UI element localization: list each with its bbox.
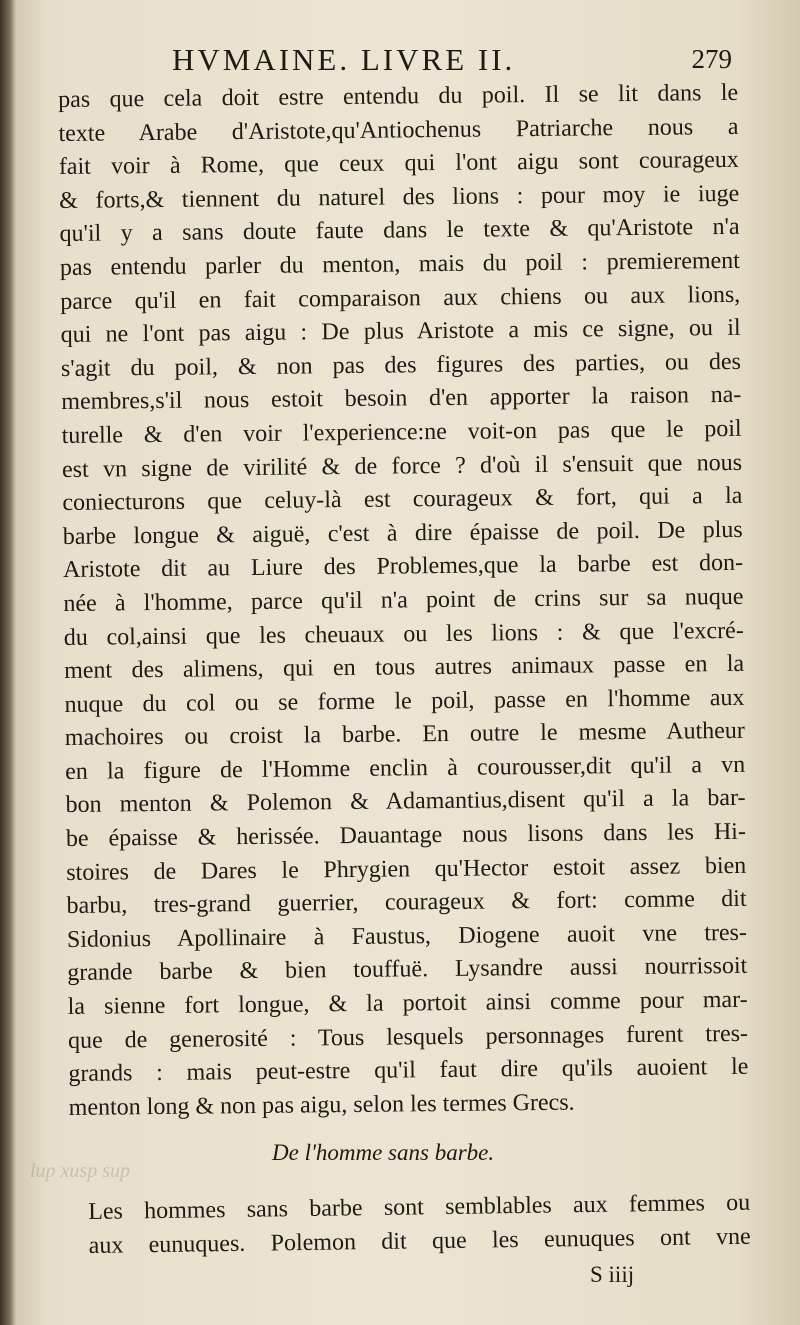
text-line: menton long & non pas aigu, selon les termes Grecs. — [68, 1089, 575, 1121]
text-line: & forts,& tiennent du naturel des lions : pour moy ie iuge — [59, 180, 740, 214]
signature-mark: S iiij — [590, 1262, 635, 1287]
text-line: aux eunuques. Polemon dit que les eunuques ont vne — [88, 1223, 751, 1259]
text-line: nuque du col ou se forme le poil, passe en l'homme aux — [64, 684, 745, 718]
text-line: Les hommes sans barbe sont semblables aux femmes ou — [88, 1189, 751, 1225]
text-line: la sienne fort longue, & la portoit ainsi comme pour mar- — [67, 986, 748, 1020]
text-line: texte Arabe d'Aristote,qu'Antiochenus Patriarche nous a — [58, 113, 739, 147]
text-line: en la figure de l'Homme enclin à courousser,dit qu'il a vn — [65, 751, 746, 785]
main-paragraph — [58, 77, 749, 1125]
text-line: qui ne l'ont pas aigu : De plus Aristote a mis ce signe, ou il — [60, 315, 741, 349]
text-line: que de generosité : Tous lesquels personnages furent tres- — [67, 1020, 749, 1054]
text-line: est vn signe de virilité & de force ? d'où il s'ensuit que nous — [61, 449, 743, 483]
text-line: pas que cela doit estre entendu du poil. Il se lit dans le — [58, 79, 739, 113]
text-line: s'agit du poil, & non pas des figures des parties, ou des — [60, 348, 742, 382]
running-head: HVMAINE. LIVRE II. — [172, 42, 516, 77]
text-line: barbe longue & aiguë, c'est à dire épaisse de poil. De plus — [62, 516, 743, 550]
text-line: Aristote dit au Liure des Problemes,que la barbe est don- — [62, 550, 744, 584]
binding-gutter — [0, 0, 16, 1325]
text-line: Sidonius Apollinaire à Faustus, Diogene auoit vne tres- — [66, 919, 748, 953]
text-line: née à l'homme, parce qu'il n'a point de crins sur sa nuque — [63, 583, 744, 617]
text-line: parce qu'il en fait comparaison aux chiens ou aux lions, — [60, 281, 741, 315]
text-line: ment des alimens, qui en tous autres animaux passe en la — [64, 650, 745, 685]
text-line: bon menton & Polemon & Adamantius,disent qu'il a la bar- — [65, 785, 746, 819]
text-line: pas entendu parler du menton, mais du poil : premierement — [59, 247, 741, 281]
text-line: coniecturons que celuy-là est courageux & fort, qui a la — [62, 482, 743, 517]
text-line: grande barbe & bien touffuë. Lysandre aussi nourrissoit — [67, 953, 748, 987]
text-line: membres,s'il nous estoit besoin d'en apporter la raison na- — [61, 382, 742, 416]
text-line: stoires de Dares le Phrygien qu'Hector estoit assez bien — [66, 852, 747, 886]
text-line: du col,ainsi que les cheuaux ou les lions : & que l'excré- — [63, 617, 744, 651]
text-line: be épaisse & herissée. Dauantage nous lisons dans les Hi- — [65, 818, 747, 853]
text-line: grands : mais peut-estre qu'il faut dire qu'ils auoient le — [68, 1054, 749, 1088]
text-line: barbu, tres-grand guerrier, courageux & fort: comme dit — [66, 886, 747, 920]
text-line: fait voir à Rome, que ceux qui l'ont aigu sont courageux — [58, 147, 739, 181]
show-through-text: lup xusp sup — [30, 1160, 130, 1182]
text-line: qu'il y a sans doute faute dans le texte & qu'Aristote n'a — [59, 214, 740, 248]
page-number: 279 — [691, 44, 732, 74]
text-line: turelle & d'en voir l'experience:ne voit-on pas que le poil — [61, 415, 742, 449]
section-heading: De l'homme sans barbe. — [272, 1140, 495, 1165]
text-line: machoires ou croist la barbe. En outre le mesme Autheur — [64, 718, 745, 752]
second-paragraph — [88, 1187, 751, 1263]
